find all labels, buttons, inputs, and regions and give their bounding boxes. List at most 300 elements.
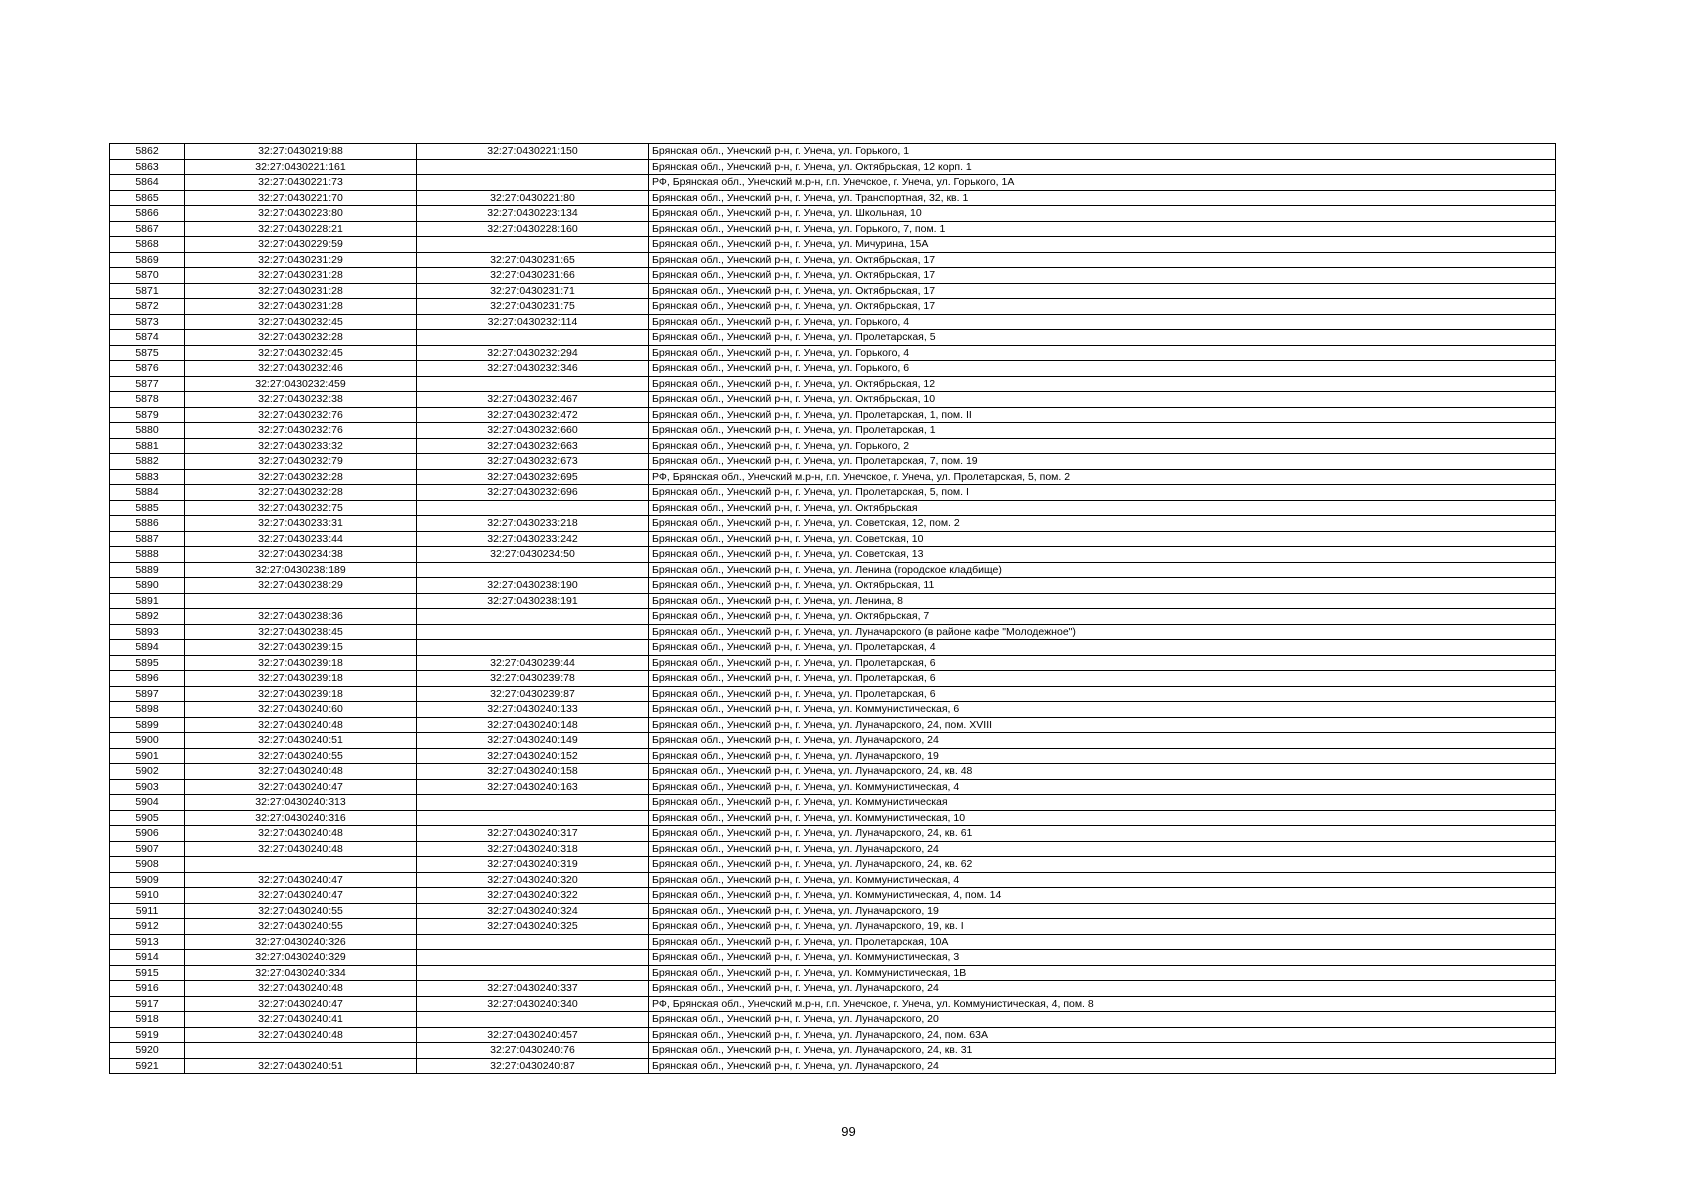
cadastral-number-cell: 32:27:0430231:28 (185, 268, 417, 284)
building-cadastral-number-cell: 32:27:0430232:467 (417, 392, 649, 408)
building-cadastral-number-cell: 32:27:0430239:78 (417, 671, 649, 687)
table-row (110, 903, 1556, 919)
address-cell: Брянская обл., Унечский р-н, г. Унеча, ул. Горького, 6 (649, 361, 1556, 377)
row-number-cell: 5892 (110, 609, 185, 625)
address-cell: Брянская обл., Унечский р-н, г. Унеча, ул. Пролетарская, 4 (649, 640, 1556, 656)
building-cadastral-number-cell: 32:27:0430232:696 (417, 485, 649, 501)
table-row (110, 655, 1556, 671)
address-cell: Брянская обл., Унечский р-н, г. Унеча, ул. Октябрьская, 12 корп. 1 (649, 159, 1556, 175)
cadastral-number-cell: 32:27:0430229:59 (185, 237, 417, 253)
address-cell: Брянская обл., Унечский р-н, г. Унеча, ул. Луначарского, 24, пом. XVIII (649, 717, 1556, 733)
cadastral-number-cell: 32:27:0430232:38 (185, 392, 417, 408)
table-row (110, 500, 1556, 516)
table-row (110, 206, 1556, 222)
building-cadastral-number-cell: 32:27:0430234:50 (417, 547, 649, 563)
address-cell: Брянская обл., Унечский р-н, г. Унеча, ул. Луначарского, 24, кв. 61 (649, 826, 1556, 842)
table-row (110, 996, 1556, 1012)
address-cell: Брянская обл., Унечский р-н, г. Унеча, ул. Луначарского, 24, кв. 48 (649, 764, 1556, 780)
row-number-cell: 5868 (110, 237, 185, 253)
table-row (110, 485, 1556, 501)
building-cadastral-number-cell: 32:27:0430233:242 (417, 531, 649, 547)
building-cadastral-number-cell: 32:27:0430240:319 (417, 857, 649, 873)
table-row (110, 407, 1556, 423)
cadastral-number-cell: 32:27:0430240:48 (185, 764, 417, 780)
table-row (110, 562, 1556, 578)
address-cell: Брянская обл., Унечский р-н, г. Унеча, ул. Октябрьская, 11 (649, 578, 1556, 594)
row-number-cell: 5862 (110, 144, 185, 160)
address-cell: Брянская обл., Унечский р-н, г. Унеча, ул. Пролетарская, 10А (649, 934, 1556, 950)
building-cadastral-number-cell: 32:27:0430221:80 (417, 190, 649, 206)
table-row (110, 624, 1556, 640)
row-number-cell: 5906 (110, 826, 185, 842)
address-cell: Брянская обл., Унечский р-н, г. Унеча, ул. Пролетарская, 5 (649, 330, 1556, 346)
building-cadastral-number-cell (417, 795, 649, 811)
row-number-cell: 5905 (110, 810, 185, 826)
cadastral-number-cell: 32:27:0430221:161 (185, 159, 417, 175)
address-cell: Брянская обл., Унечский р-н, г. Унеча, ул. Транспортная, 32, кв. 1 (649, 190, 1556, 206)
address-cell: Брянская обл., Унечский р-н, г. Унеча, ул. Пролетарская, 1, пом. II (649, 407, 1556, 423)
cadastral-number-cell: 32:27:0430240:48 (185, 981, 417, 997)
cadastral-number-cell: 32:27:0430240:55 (185, 748, 417, 764)
address-cell: Брянская обл., Унечский р-н, г. Унеча, ул. Коммунистическая, 3 (649, 950, 1556, 966)
building-cadastral-number-cell: 32:27:0430240:76 (417, 1043, 649, 1059)
cadastral-number-cell: 32:27:0430239:15 (185, 640, 417, 656)
table-row (110, 175, 1556, 191)
table-row (110, 965, 1556, 981)
row-number-cell: 5879 (110, 407, 185, 423)
cadastral-number-cell: 32:27:0430232:75 (185, 500, 417, 516)
cadastral-number-cell: 32:27:0430240:334 (185, 965, 417, 981)
row-number-cell: 5921 (110, 1058, 185, 1074)
row-number-cell: 5914 (110, 950, 185, 966)
row-number-cell: 5890 (110, 578, 185, 594)
row-number-cell: 5883 (110, 469, 185, 485)
table-row (110, 919, 1556, 935)
building-cadastral-number-cell (417, 237, 649, 253)
cadastral-number-cell: 32:27:0430240:48 (185, 717, 417, 733)
cadastral-number-cell: 32:27:0430233:31 (185, 516, 417, 532)
address-cell: Брянская обл., Унечский р-н, г. Унеча, ул. Луначарского, 24, кв. 31 (649, 1043, 1556, 1059)
building-cadastral-number-cell (417, 500, 649, 516)
row-number-cell: 5901 (110, 748, 185, 764)
cadastral-number-cell: 32:27:0430231:28 (185, 299, 417, 315)
building-cadastral-number-cell (417, 624, 649, 640)
address-cell: Брянская обл., Унечский р-н, г. Унеча, ул. Коммунистическая, 4 (649, 779, 1556, 795)
table-row (110, 857, 1556, 873)
address-cell: Брянская обл., Унечский р-н, г. Унеча, ул. Октябрьская (649, 500, 1556, 516)
table-row (110, 1012, 1556, 1028)
address-cell: Брянская обл., Унечский р-н, г. Унеча, ул. Горького, 1 (649, 144, 1556, 160)
cadastral-number-cell: 32:27:0430232:79 (185, 454, 417, 470)
row-number-cell: 5884 (110, 485, 185, 501)
table-row (110, 159, 1556, 175)
table-row (110, 299, 1556, 315)
address-cell: Брянская обл., Унечский р-н, г. Унеча, ул. Луначарского, 24 (649, 981, 1556, 997)
table-row (110, 934, 1556, 950)
cadastral-number-cell: 32:27:0430231:28 (185, 283, 417, 299)
cadastral-number-cell: 32:27:0430233:32 (185, 438, 417, 454)
address-cell: РФ, Брянская обл., Унечский м.р-н, г.п. Унечское, г. Унеча, ул. Пролетарская, 5, пом. 2 (649, 469, 1556, 485)
row-number-cell: 5874 (110, 330, 185, 346)
building-cadastral-number-cell: 32:27:0430232:660 (417, 423, 649, 439)
address-cell: Брянская обл., Унечский р-н, г. Унеча, ул. Пролетарская, 6 (649, 655, 1556, 671)
row-number-cell: 5920 (110, 1043, 185, 1059)
table-row (110, 1043, 1556, 1059)
table-row (110, 144, 1556, 160)
address-cell: Брянская обл., Унечский р-н, г. Унеча, ул. Октябрьская, 17 (649, 283, 1556, 299)
building-cadastral-number-cell: 32:27:0430240:337 (417, 981, 649, 997)
table-body (110, 144, 1556, 1074)
table-row (110, 748, 1556, 764)
address-cell: Брянская обл., Унечский р-н, г. Унеча, ул. Коммунистическая, 1В (649, 965, 1556, 981)
table-row (110, 469, 1556, 485)
cadastral-number-cell: 32:27:0430219:88 (185, 144, 417, 160)
address-cell: Брянская обл., Унечский р-н, г. Унеча, ул. Коммунистическая, 4, пом. 14 (649, 888, 1556, 904)
table-row (110, 345, 1556, 361)
building-cadastral-number-cell: 32:27:0430240:324 (417, 903, 649, 919)
row-number-cell: 5917 (110, 996, 185, 1012)
row-number-cell: 5895 (110, 655, 185, 671)
address-cell: Брянская обл., Унечский р-н, г. Унеча, ул. Луначарского, 24, кв. 62 (649, 857, 1556, 873)
building-cadastral-number-cell: 32:27:0430238:190 (417, 578, 649, 594)
table-row (110, 640, 1556, 656)
building-cadastral-number-cell: 32:27:0430240:133 (417, 702, 649, 718)
row-number-cell: 5886 (110, 516, 185, 532)
building-cadastral-number-cell: 32:27:0430223:134 (417, 206, 649, 222)
row-number-cell: 5910 (110, 888, 185, 904)
building-cadastral-number-cell: 32:27:0430240:163 (417, 779, 649, 795)
cadastral-number-cell: 32:27:0430240:41 (185, 1012, 417, 1028)
cadastral-number-cell: 32:27:0430223:80 (185, 206, 417, 222)
building-cadastral-number-cell: 32:27:0430240:318 (417, 841, 649, 857)
building-cadastral-number-cell: 32:27:0430240:149 (417, 733, 649, 749)
table-row (110, 764, 1556, 780)
address-cell: Брянская обл., Унечский р-н, г. Унеча, ул. Луначарского, 24 (649, 733, 1556, 749)
row-number-cell: 5897 (110, 686, 185, 702)
building-cadastral-number-cell (417, 810, 649, 826)
cadastral-number-cell: 32:27:0430238:36 (185, 609, 417, 625)
table-row (110, 268, 1556, 284)
cadastral-number-cell: 32:27:0430238:29 (185, 578, 417, 594)
table-row (110, 237, 1556, 253)
table-row (110, 221, 1556, 237)
building-cadastral-number-cell: 32:27:0430239:44 (417, 655, 649, 671)
table-row (110, 1027, 1556, 1043)
row-number-cell: 5891 (110, 593, 185, 609)
table-row (110, 810, 1556, 826)
table-row (110, 717, 1556, 733)
table-row (110, 872, 1556, 888)
building-cadastral-number-cell: 32:27:0430232:472 (417, 407, 649, 423)
building-cadastral-number-cell (417, 609, 649, 625)
building-cadastral-number-cell (417, 330, 649, 346)
table-row (110, 392, 1556, 408)
cadastral-number-cell: 32:27:0430240:60 (185, 702, 417, 718)
table-row (110, 795, 1556, 811)
address-cell: Брянская обл., Унечский р-н, г. Унеча, ул. Октябрьская, 17 (649, 299, 1556, 315)
cadastral-number-cell: 32:27:0430240:47 (185, 872, 417, 888)
address-cell: Брянская обл., Унечский р-н, г. Унеча, ул. Советская, 13 (649, 547, 1556, 563)
row-number-cell: 5902 (110, 764, 185, 780)
row-number-cell: 5865 (110, 190, 185, 206)
row-number-cell: 5882 (110, 454, 185, 470)
cadastral-number-cell: 32:27:0430232:76 (185, 423, 417, 439)
table-row (110, 981, 1556, 997)
cadastral-table (109, 143, 1556, 1074)
address-cell: Брянская обл., Унечский р-н, г. Унеча, ул. Коммунистическая, 6 (649, 702, 1556, 718)
row-number-cell: 5899 (110, 717, 185, 733)
address-cell: Брянская обл., Унечский р-н, г. Унеча, ул. Коммунистическая, 10 (649, 810, 1556, 826)
table-row (110, 283, 1556, 299)
cadastral-number-cell: 32:27:0430233:44 (185, 531, 417, 547)
cadastral-number-cell (185, 1043, 417, 1059)
cadastral-number-cell: 32:27:0430232:76 (185, 407, 417, 423)
row-number-cell: 5911 (110, 903, 185, 919)
building-cadastral-number-cell (417, 934, 649, 950)
cadastral-number-cell: 32:27:0430231:29 (185, 252, 417, 268)
address-cell: Брянская обл., Унечский р-н, г. Унеча, ул. Пролетарская, 6 (649, 671, 1556, 687)
row-number-cell: 5915 (110, 965, 185, 981)
row-number-cell: 5867 (110, 221, 185, 237)
cadastral-number-cell: 32:27:0430240:313 (185, 795, 417, 811)
cadastral-number-cell: 32:27:0430240:48 (185, 826, 417, 842)
address-cell: Брянская обл., Унечский р-н, г. Унеча, ул. Пролетарская, 7, пом. 19 (649, 454, 1556, 470)
row-number-cell: 5913 (110, 934, 185, 950)
address-cell: Брянская обл., Унечский р-н, г. Унеча, ул. Луначарского (в районе кафе "Молодежное") (649, 624, 1556, 640)
row-number-cell: 5900 (110, 733, 185, 749)
building-cadastral-number-cell: 32:27:0430240:87 (417, 1058, 649, 1074)
table-row (110, 423, 1556, 439)
table-row (110, 826, 1556, 842)
building-cadastral-number-cell: 32:27:0430232:695 (417, 469, 649, 485)
building-cadastral-number-cell: 32:27:0430240:158 (417, 764, 649, 780)
address-cell: Брянская обл., Унечский р-н, г. Унеча, ул. Луначарского, 19 (649, 748, 1556, 764)
building-cadastral-number-cell: 32:27:0430240:320 (417, 872, 649, 888)
address-cell: Брянская обл., Унечский р-н, г. Унеча, ул. Октябрьская, 7 (649, 609, 1556, 625)
table-row (110, 888, 1556, 904)
row-number-cell: 5887 (110, 531, 185, 547)
building-cadastral-number-cell (417, 159, 649, 175)
building-cadastral-number-cell: 32:27:0430232:663 (417, 438, 649, 454)
building-cadastral-number-cell: 32:27:0430231:65 (417, 252, 649, 268)
cadastral-number-cell: 32:27:0430240:329 (185, 950, 417, 966)
row-number-cell: 5919 (110, 1027, 185, 1043)
building-cadastral-number-cell: 32:27:0430231:66 (417, 268, 649, 284)
building-cadastral-number-cell: 32:27:0430232:114 (417, 314, 649, 330)
row-number-cell: 5871 (110, 283, 185, 299)
address-cell: Брянская обл., Унечский р-н, г. Унеча, ул. Пролетарская, 1 (649, 423, 1556, 439)
address-cell: Брянская обл., Унечский р-н, г. Унеча, ул. Ленина, 8 (649, 593, 1556, 609)
row-number-cell: 5863 (110, 159, 185, 175)
cadastral-number-cell: 32:27:0430239:18 (185, 655, 417, 671)
table-row (110, 547, 1556, 563)
address-cell: Брянская обл., Унечский р-н, г. Унеча, ул. Октябрьская, 10 (649, 392, 1556, 408)
building-cadastral-number-cell: 32:27:0430240:152 (417, 748, 649, 764)
building-cadastral-number-cell (417, 640, 649, 656)
address-cell: Брянская обл., Унечский р-н, г. Унеча, ул. Пролетарская, 6 (649, 686, 1556, 702)
building-cadastral-number-cell: 32:27:0430231:71 (417, 283, 649, 299)
row-number-cell: 5873 (110, 314, 185, 330)
row-number-cell: 5889 (110, 562, 185, 578)
table-row (110, 779, 1556, 795)
address-cell: Брянская обл., Унечский р-н, г. Унеча, ул. Луначарского, 24 (649, 841, 1556, 857)
building-cadastral-number-cell: 32:27:0430221:150 (417, 144, 649, 160)
building-cadastral-number-cell (417, 562, 649, 578)
cadastral-number-cell: 32:27:0430232:28 (185, 469, 417, 485)
cadastral-number-cell: 32:27:0430238:45 (185, 624, 417, 640)
table-row (110, 841, 1556, 857)
building-cadastral-number-cell (417, 175, 649, 191)
row-number-cell: 5896 (110, 671, 185, 687)
building-cadastral-number-cell: 32:27:0430232:346 (417, 361, 649, 377)
address-cell: Брянская обл., Унечский р-н, г. Унеча, ул. Октябрьская, 17 (649, 252, 1556, 268)
address-cell: Брянская обл., Унечский р-н, г. Унеча, ул. Мичурина, 15А (649, 237, 1556, 253)
address-cell: Брянская обл., Унечский р-н, г. Унеча, ул. Пролетарская, 5, пом. I (649, 485, 1556, 501)
cadastral-number-cell: 32:27:0430239:18 (185, 671, 417, 687)
building-cadastral-number-cell: 32:27:0430240:148 (417, 717, 649, 733)
table-row (110, 438, 1556, 454)
row-number-cell: 5888 (110, 547, 185, 563)
table-row (110, 531, 1556, 547)
table-row (110, 314, 1556, 330)
page-number: 99 (841, 1124, 856, 1139)
cadastral-number-cell: 32:27:0430221:73 (185, 175, 417, 191)
address-cell: Брянская обл., Унечский р-н, г. Унеча, ул. Горького, 2 (649, 438, 1556, 454)
cadastral-number-cell: 32:27:0430228:21 (185, 221, 417, 237)
row-number-cell: 5878 (110, 392, 185, 408)
table-row (110, 686, 1556, 702)
cadastral-number-cell: 32:27:0430232:45 (185, 345, 417, 361)
building-cadastral-number-cell (417, 950, 649, 966)
table-row (110, 1058, 1556, 1074)
row-number-cell: 5912 (110, 919, 185, 935)
cadastral-number-cell: 32:27:0430240:51 (185, 733, 417, 749)
cadastral-number-cell: 32:27:0430240:55 (185, 903, 417, 919)
table-row (110, 578, 1556, 594)
table-row (110, 593, 1556, 609)
building-cadastral-number-cell (417, 965, 649, 981)
table-row (110, 671, 1556, 687)
table-row (110, 702, 1556, 718)
cadastral-number-cell: 32:27:0430240:55 (185, 919, 417, 935)
row-number-cell: 5885 (110, 500, 185, 516)
row-number-cell: 5907 (110, 841, 185, 857)
row-number-cell: 5870 (110, 268, 185, 284)
address-cell: Брянская обл., Унечский р-н, г. Унеча, ул. Луначарского, 19, кв. I (649, 919, 1556, 935)
address-cell: Брянская обл., Унечский р-н, г. Унеча, ул. Ленина (городское кладбище) (649, 562, 1556, 578)
row-number-cell: 5876 (110, 361, 185, 377)
address-cell: Брянская обл., Унечский р-н, г. Унеча, ул. Школьная, 10 (649, 206, 1556, 222)
table-row (110, 950, 1556, 966)
row-number-cell: 5866 (110, 206, 185, 222)
building-cadastral-number-cell: 32:27:0430232:294 (417, 345, 649, 361)
table-row (110, 330, 1556, 346)
table-row (110, 190, 1556, 206)
table-row (110, 609, 1556, 625)
building-cadastral-number-cell: 32:27:0430240:457 (417, 1027, 649, 1043)
cadastral-number-cell: 32:27:0430232:46 (185, 361, 417, 377)
address-cell: Брянская обл., Унечский р-н, г. Унеча, ул. Луначарского, 24 (649, 1058, 1556, 1074)
address-cell: Брянская обл., Унечский р-н, г. Унеча, ул. Октябрьская, 17 (649, 268, 1556, 284)
building-cadastral-number-cell: 32:27:0430232:673 (417, 454, 649, 470)
address-cell: Брянская обл., Унечский р-н, г. Унеча, ул. Коммунистическая, 4 (649, 872, 1556, 888)
table-row (110, 376, 1556, 392)
row-number-cell: 5908 (110, 857, 185, 873)
row-number-cell: 5881 (110, 438, 185, 454)
building-cadastral-number-cell (417, 1012, 649, 1028)
cadastral-number-cell: 32:27:0430232:28 (185, 485, 417, 501)
row-number-cell: 5877 (110, 376, 185, 392)
cadastral-number-cell: 32:27:0430240:51 (185, 1058, 417, 1074)
address-cell: Брянская обл., Унечский р-н, г. Унеча, ул. Горького, 7, пом. 1 (649, 221, 1556, 237)
row-number-cell: 5904 (110, 795, 185, 811)
cadastral-number-cell: 32:27:0430240:316 (185, 810, 417, 826)
address-cell: Брянская обл., Унечский р-н, г. Унеча, ул. Луначарского, 19 (649, 903, 1556, 919)
address-cell: Брянская обл., Унечский р-н, г. Унеча, ул. Советская, 12, пом. 2 (649, 516, 1556, 532)
building-cadastral-number-cell: 32:27:0430231:75 (417, 299, 649, 315)
row-number-cell: 5898 (110, 702, 185, 718)
row-number-cell: 5864 (110, 175, 185, 191)
cadastral-number-cell: 32:27:0430240:47 (185, 888, 417, 904)
cadastral-number-cell (185, 857, 417, 873)
cadastral-number-cell: 32:27:0430240:326 (185, 934, 417, 950)
row-number-cell: 5893 (110, 624, 185, 640)
cadastral-number-cell: 32:27:0430240:47 (185, 779, 417, 795)
table-row (110, 516, 1556, 532)
table-row (110, 733, 1556, 749)
address-cell: Брянская обл., Унечский р-н, г. Унеча, ул. Горького, 4 (649, 314, 1556, 330)
building-cadastral-number-cell: 32:27:0430240:325 (417, 919, 649, 935)
building-cadastral-number-cell: 32:27:0430238:191 (417, 593, 649, 609)
building-cadastral-number-cell: 32:27:0430228:160 (417, 221, 649, 237)
row-number-cell: 5909 (110, 872, 185, 888)
row-number-cell: 5872 (110, 299, 185, 315)
building-cadastral-number-cell: 32:27:0430240:317 (417, 826, 649, 842)
row-number-cell: 5880 (110, 423, 185, 439)
building-cadastral-number-cell: 32:27:0430240:322 (417, 888, 649, 904)
address-cell: РФ, Брянская обл., Унечский м.р-н, г.п. Унечское, г. Унеча, ул. Коммунистическая, 4, пом. 8 (649, 996, 1556, 1012)
building-cadastral-number-cell: 32:27:0430240:340 (417, 996, 649, 1012)
address-cell: Брянская обл., Унечский р-н, г. Унеча, ул. Луначарского, 24, пом. 63А (649, 1027, 1556, 1043)
address-cell: Брянская обл., Унечский р-н, г. Унеча, ул. Коммунистическая (649, 795, 1556, 811)
cadastral-number-cell (185, 593, 417, 609)
cadastral-number-cell: 32:27:0430232:28 (185, 330, 417, 346)
row-number-cell: 5894 (110, 640, 185, 656)
address-cell: Брянская обл., Унечский р-н, г. Унеча, ул. Октябрьская, 12 (649, 376, 1556, 392)
cadastral-number-cell: 32:27:0430232:459 (185, 376, 417, 392)
cadastral-number-cell: 32:27:0430238:189 (185, 562, 417, 578)
table-row (110, 252, 1556, 268)
address-cell: РФ, Брянская обл., Унечский м.р-н, г.п. Унечское, г. Унеча, ул. Горького, 1А (649, 175, 1556, 191)
address-cell: Брянская обл., Унечский р-н, г. Унеча, ул. Горького, 4 (649, 345, 1556, 361)
cadastral-number-cell: 32:27:0430240:47 (185, 996, 417, 1012)
cadastral-number-cell: 32:27:0430239:18 (185, 686, 417, 702)
row-number-cell: 5916 (110, 981, 185, 997)
row-number-cell: 5903 (110, 779, 185, 795)
cadastral-number-cell: 32:27:0430240:48 (185, 841, 417, 857)
address-cell: Брянская обл., Унечский р-н, г. Унеча, ул. Советская, 10 (649, 531, 1556, 547)
row-number-cell: 5918 (110, 1012, 185, 1028)
cadastral-number-cell: 32:27:0430234:38 (185, 547, 417, 563)
table-row (110, 361, 1556, 377)
cadastral-number-cell: 32:27:0430221:70 (185, 190, 417, 206)
address-cell: Брянская обл., Унечский р-н, г. Унеча, ул. Луначарского, 20 (649, 1012, 1556, 1028)
cadastral-number-cell: 32:27:0430240:48 (185, 1027, 417, 1043)
row-number-cell: 5869 (110, 252, 185, 268)
building-cadastral-number-cell (417, 376, 649, 392)
table-row (110, 454, 1556, 470)
row-number-cell: 5875 (110, 345, 185, 361)
